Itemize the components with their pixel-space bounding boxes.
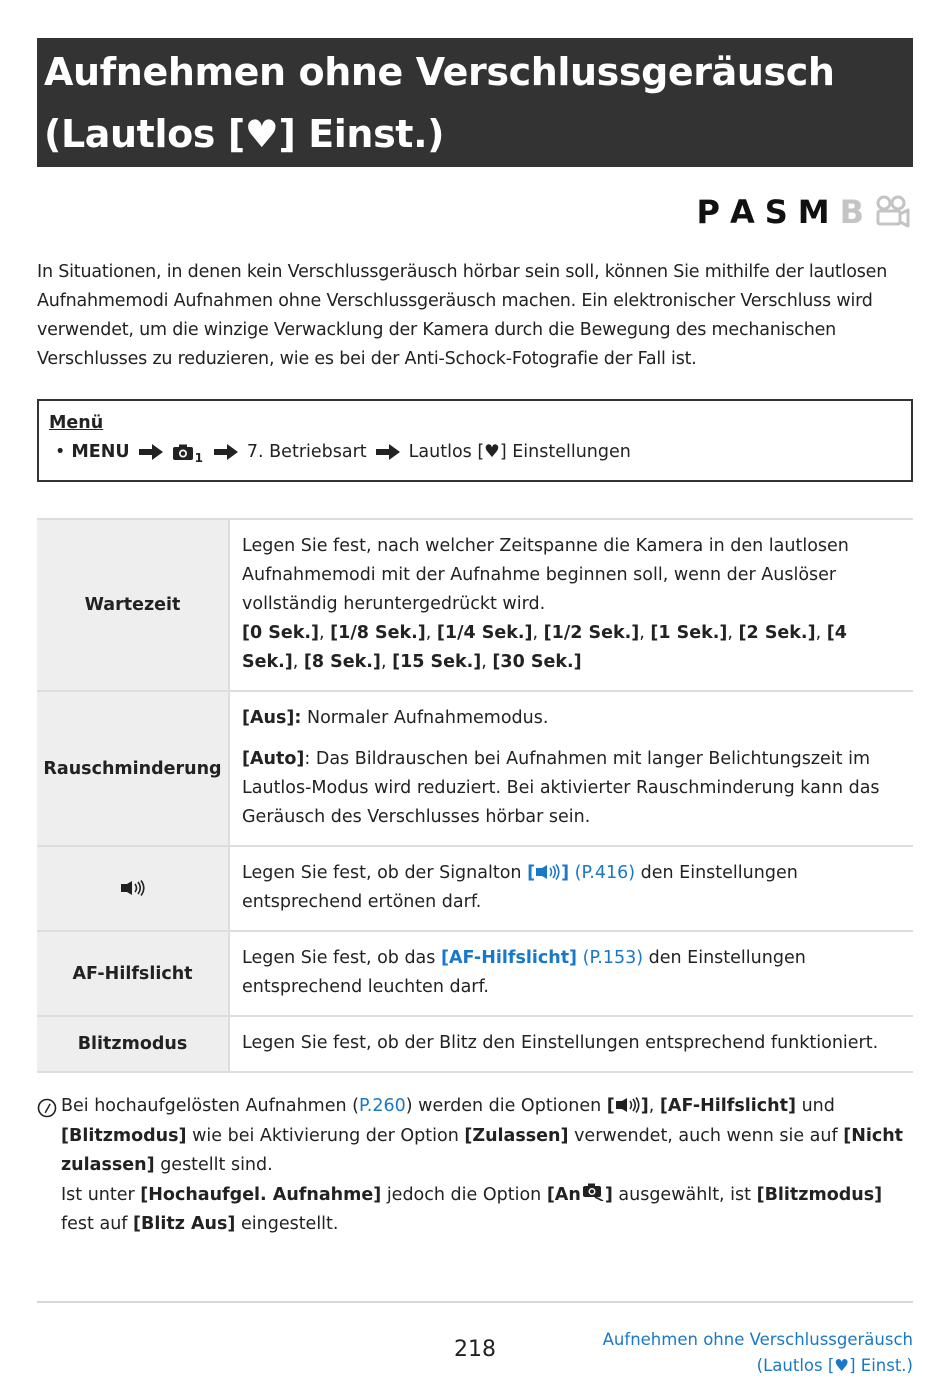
arrow-right-icon (375, 444, 401, 460)
beep-text-2: den Einstellungen entsprechend ertönen darf. (242, 863, 798, 912)
note-option-beep: [ ] (606, 1096, 649, 1116)
wartezeit-option: [2 Sek.] (738, 623, 816, 643)
menu-path (49, 438, 901, 466)
row-label-af-hilfslicht: AF-Hilfslicht (37, 931, 229, 1016)
table-row (37, 691, 913, 846)
row-desc-beep (229, 846, 913, 931)
arrow-right-icon (213, 444, 239, 460)
option-separator: , (425, 623, 437, 643)
wartezeit-option: [15 Sek.] (392, 652, 482, 672)
wartezeit-option: [1 Sek.] (650, 623, 728, 643)
wartezeit-option: [8 Sek.] (303, 652, 381, 672)
note-option-af: [AF-Hilfslicht] (659, 1096, 796, 1116)
table-row (37, 519, 913, 691)
menu-step-lautlos: Lautlos [♥] Einstellungen (408, 442, 631, 462)
footer-section-link[interactable] (603, 1327, 913, 1379)
row-desc-af-hilfslicht (229, 931, 913, 1016)
page-title-line-1: Aufnehmen ohne Verschlussgeräusch (44, 50, 835, 94)
camera-tab-icon (172, 444, 194, 461)
option-aus-text: Normaler Aufnahmemodus. (301, 708, 549, 728)
option-separator: , (815, 623, 827, 643)
wartezeit-option: [1/8 Sek.] (330, 623, 426, 643)
wartezeit-option: [0 Sek.] (242, 623, 320, 643)
wartezeit-description: Legen Sie fest, nach welcher Zeitspanne die Kamera in den lautlosen Aufnahmemodi mit der Aufnahme beginnen soll, wenn der Auslöser vollständig heruntergedrückt wird. (242, 536, 849, 614)
menu-step-betriebsart: 7. Betriebsart (246, 442, 367, 462)
option-separator: , (319, 623, 331, 643)
beep-icon (615, 1097, 641, 1113)
page-ref-link-153[interactable]: (P.153) (577, 948, 644, 968)
menu-key: MENU (71, 442, 130, 462)
wartezeit-option: [1/4 Sek.] (436, 623, 533, 643)
wartezeit-option: [1/2 Sek.] (543, 623, 640, 643)
beep-icon (120, 880, 146, 896)
option-separator: , (532, 623, 544, 643)
settings-table (37, 518, 913, 1073)
note-block (37, 1092, 913, 1240)
row-label-beep (37, 846, 229, 931)
option-auto: [Auto] (242, 749, 305, 769)
note-option-blitzmodus: [Blitzmodus] (61, 1125, 187, 1146)
page-title (37, 38, 913, 167)
tripod-camera-icon (581, 1183, 605, 1201)
beep-icon (535, 864, 561, 880)
beep-text-1: Legen Sie fest, ob der Signalton (242, 863, 528, 883)
mode-m: M (797, 193, 830, 231)
option-aus: [Aus]: (242, 708, 302, 728)
bullet: • (55, 442, 66, 462)
row-label-wartezeit: Wartezeit (37, 519, 229, 691)
arrow-right-icon (138, 444, 164, 460)
row-label-rauschminderung: Rauschminderung (37, 691, 229, 846)
footer-title-line-2: (Lautlos [♥] Einst.) (756, 1356, 913, 1375)
option-separator: , (727, 623, 739, 643)
note-option-hochaufgel: [Hochaufgel. Aufnahme] (140, 1184, 382, 1205)
option-separator: , (481, 652, 493, 672)
option-separator: , (380, 652, 393, 672)
note-option-blitz-aus: [Blitz Aus] (133, 1214, 236, 1234)
af-text-2: den Einstellungen entsprechend leuchten darf. (242, 948, 806, 997)
table-row (37, 1016, 913, 1072)
wartezeit-option: [30 Sek.] (492, 652, 582, 672)
option-auto-text: : Das Bildrauschen bei Aufnahmen mit langer Belichtungszeit im Lautlos-Modus wird reduziert. Bei aktivierter Rauschminderung kann das Geräusch des Verschlusses hörbar sein. (242, 749, 880, 827)
note-body (61, 1092, 913, 1240)
row-label-blitzmodus: Blitzmodus (37, 1016, 229, 1072)
camera-tab-subscript: 1 (194, 451, 203, 465)
footer-title-line-1: Aufnehmen ohne Verschlussgeräusch (602, 1330, 913, 1349)
note-option-nicht-zulassen: [Nicht zulassen] (61, 1125, 904, 1175)
beep-setting-link[interactable]: [ ] (527, 863, 570, 883)
mode-b: B (839, 193, 864, 231)
page-title-line-2: (Lautlos [♥] Einst.) (44, 112, 445, 156)
wartezeit-option: [4 Sek.] (242, 623, 847, 672)
note-paragraph-1: Bei hochaufgelösten Aufnahmen (P.260) werden die Optionen [ ], [AF-Hilfslicht] und [Blitzmodus] wie bei Aktivierung der Option [Zulassen] verwendet, auch wenn sie auf [Nicht zulassen] gestellt sind. (61, 1096, 904, 1175)
page-number: 218 (454, 1337, 496, 1362)
mode-p: P (696, 193, 720, 231)
intro-paragraph: In Situationen, in denen kein Verschlussgeräusch hörbar sein soll, können Sie mithilfe der lautlosen Aufnahmemodi Aufnahmen ohne Verschlussgeräusch machen. Ein elektronischer Verschluss wird verwendet, um die winzige Verwacklung der Kamera durch die Bewegung des mechanischen Verschlusses zu reduzieren, wie es bei der Anti-Schock-Fotografie der Fall ist. (37, 262, 888, 369)
table-row (37, 846, 913, 931)
footer-divider (37, 1301, 913, 1303)
note-option-zulassen: [Zulassen] (464, 1125, 569, 1146)
row-desc-wartezeit (229, 519, 913, 691)
table-row (37, 931, 913, 1016)
menu-box (37, 399, 913, 482)
note-icon (37, 1098, 57, 1118)
note-paragraph-2: Ist unter [Hochaufgel. Aufnahme] jedoch die Option [An ] ausgewählt, ist [Blitzmodus] fest auf [Blitz Aus] eingestellt. (61, 1184, 883, 1234)
note-option-an: [An ] (546, 1184, 613, 1205)
option-separator: , (639, 623, 651, 643)
note-option-blitzmodus-2: [Blitzmodus] (756, 1184, 883, 1205)
af-text-1: Legen Sie fest, ob das (242, 948, 441, 968)
rausch-aus-line (242, 704, 899, 733)
rausch-auto-line (242, 745, 899, 832)
page-ref-link-416[interactable]: (P.416) (569, 863, 636, 883)
mode-a: A (729, 193, 755, 231)
option-separator: , (292, 652, 304, 672)
shooting-modes (697, 192, 911, 232)
mode-s: S (764, 193, 788, 231)
row-desc-rauschminderung (229, 691, 913, 846)
movie-camera-icon (874, 195, 910, 229)
row-desc-blitzmodus: Legen Sie fest, ob der Blitz den Einstellungen entsprechend funktioniert. (229, 1016, 913, 1072)
menu-heading: Menü (49, 413, 104, 433)
af-hilfslicht-link[interactable]: [AF-Hilfslicht] (440, 948, 578, 968)
page-ref-link-260[interactable]: P.260 (358, 1096, 406, 1116)
